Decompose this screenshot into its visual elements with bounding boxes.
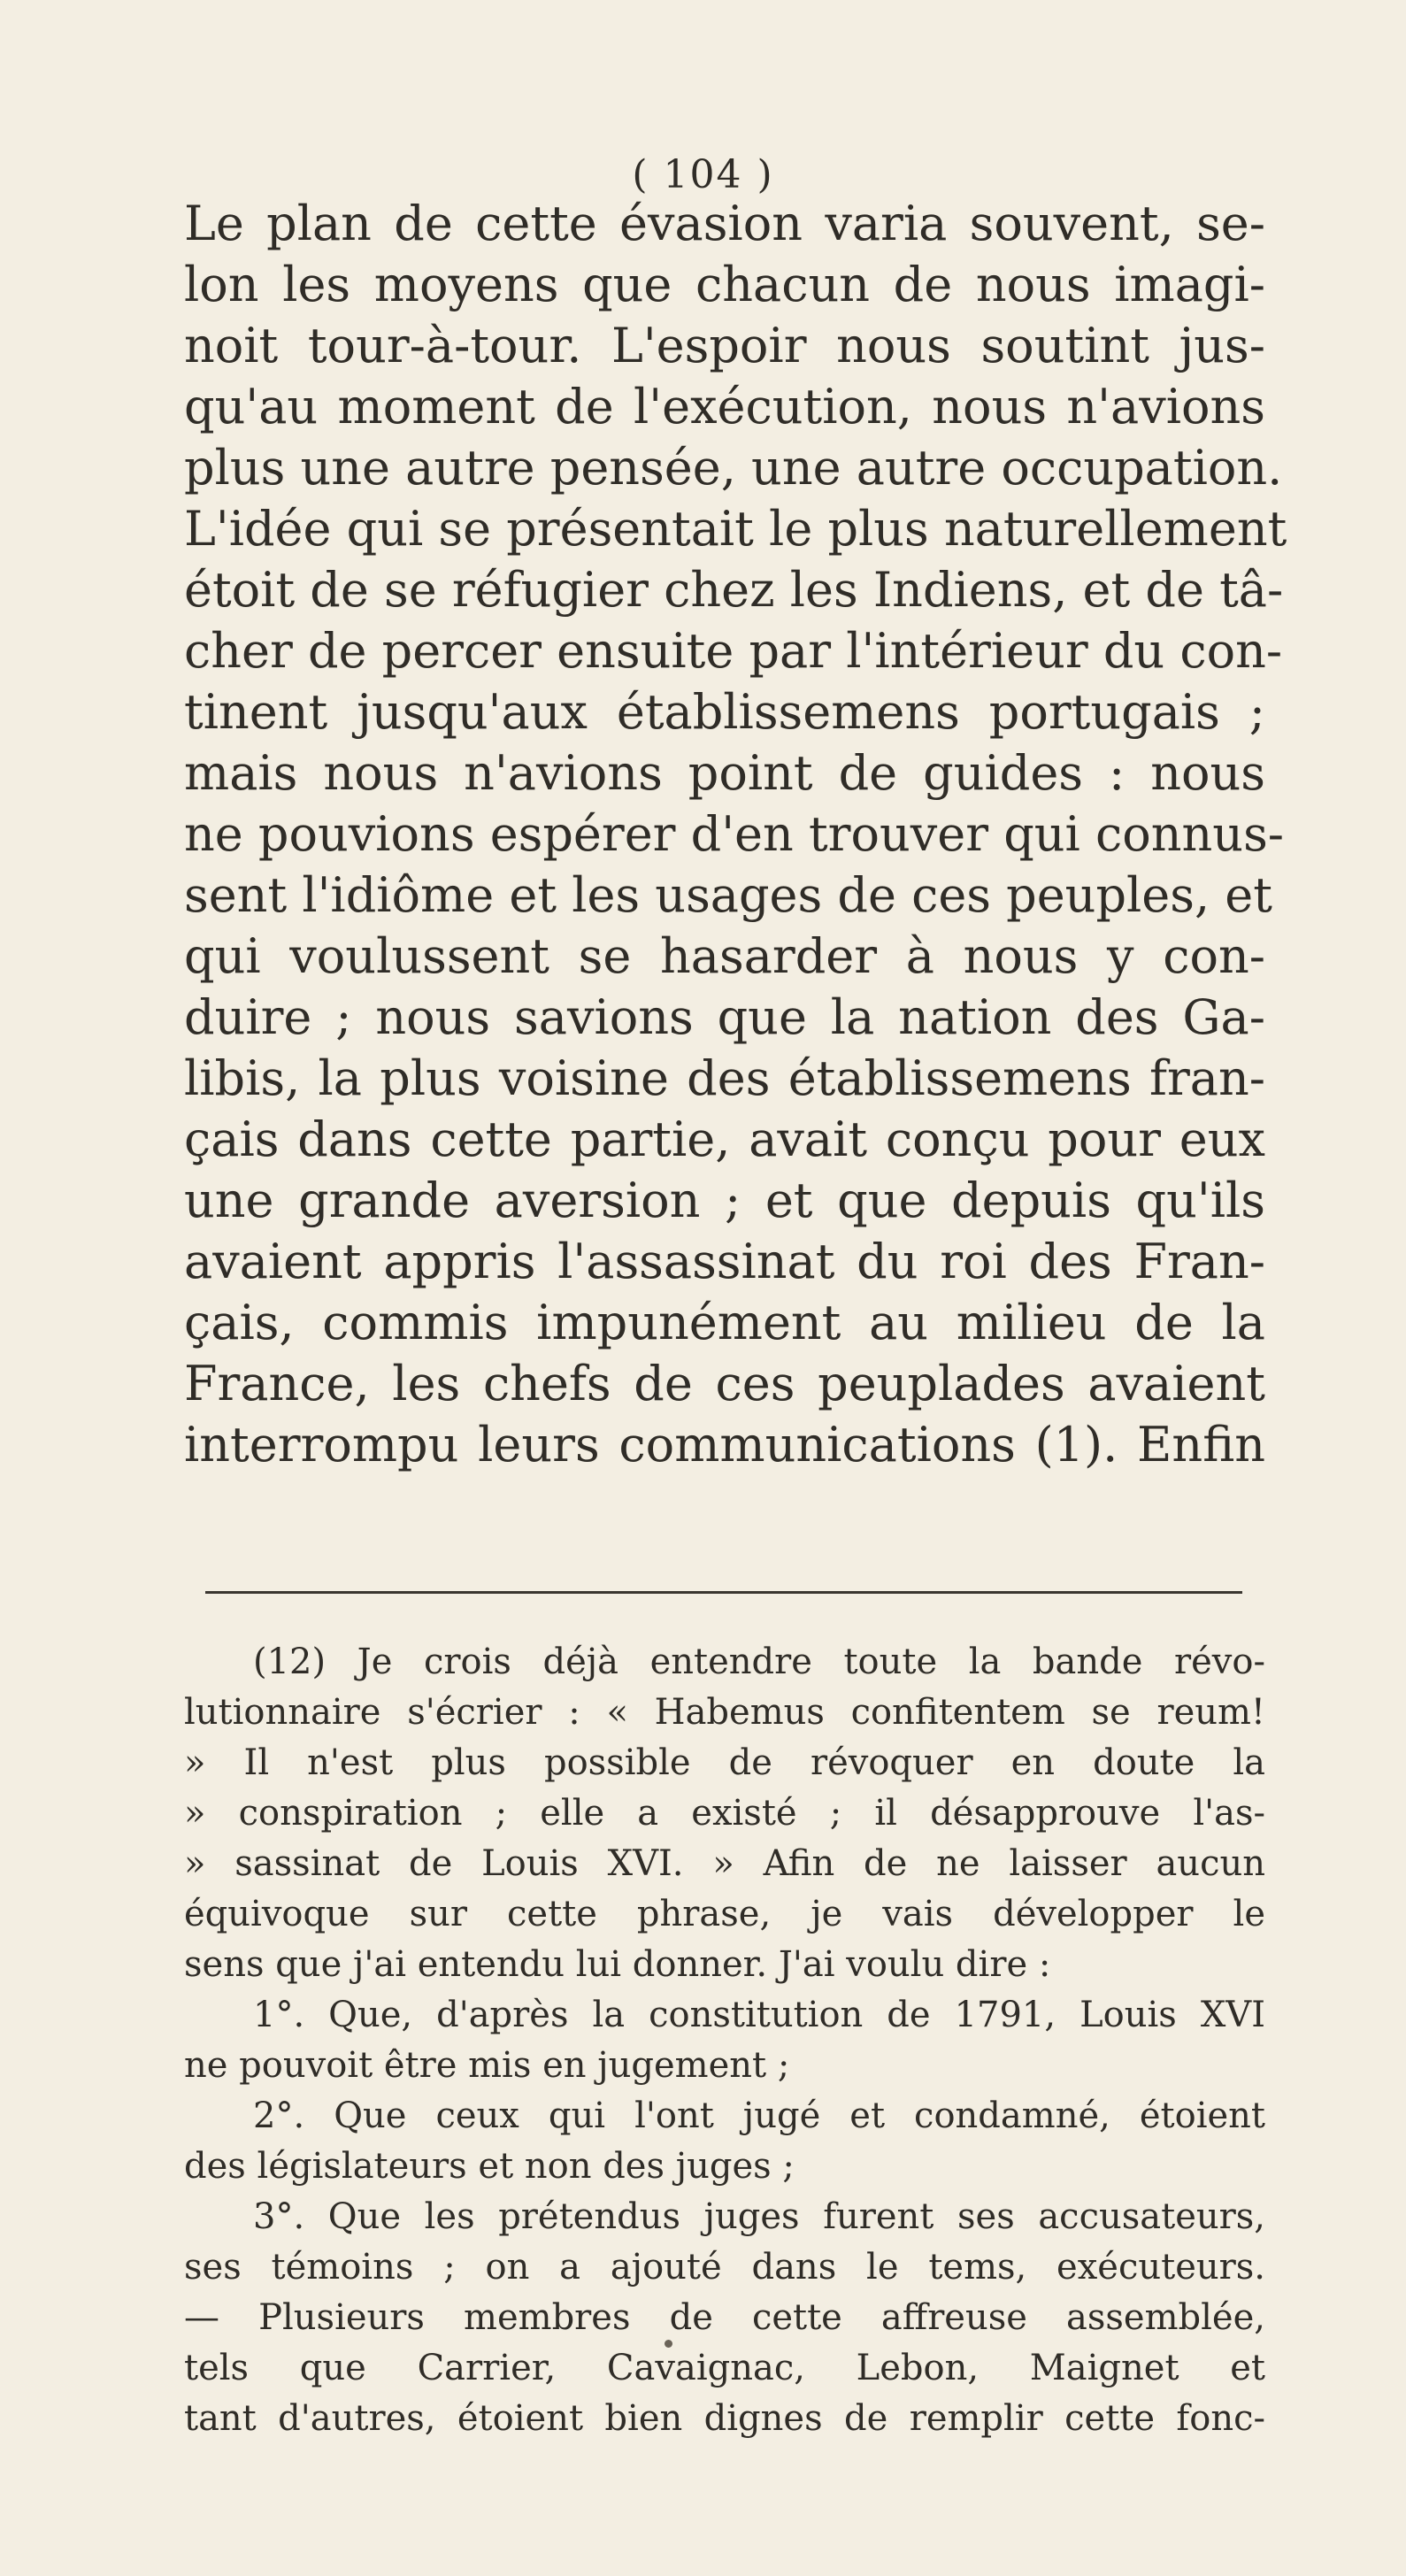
footnote-line: (12) Je crois déjà entendre toute la bande révo- bbox=[253, 1642, 1265, 1682]
body-line: sent l'idiôme et les usages de ces peuples, et bbox=[184, 867, 1272, 923]
footnote-line: — Plusieurs membres de cette affreuse assemblée, bbox=[184, 2297, 1265, 2338]
body-line: Le plan de cette évasion varia souvent, se- bbox=[184, 196, 1265, 251]
body-line: une grande aversion ; et que depuis qu'ils bbox=[184, 1173, 1265, 1228]
body-line: çais, commis impunément au milieu de la bbox=[184, 1295, 1265, 1350]
footnote-line: lutionnaire s'écrier : « Habemus confitentem se reum! bbox=[184, 1692, 1265, 1733]
footnote bbox=[184, 1637, 1265, 2444]
footnote-divider bbox=[205, 1591, 1242, 1594]
printer-dot bbox=[665, 2340, 672, 2348]
main-text bbox=[184, 193, 1287, 1475]
footnote-line: » conspiration ; elle a existé ; il désapprouve l'as- bbox=[184, 1793, 1265, 1834]
footnote-line: tant d'autres, étoient bien dignes de remplir cette fonc- bbox=[184, 2398, 1265, 2439]
footnote-line: équivoque sur cette phrase, je vais développer le bbox=[184, 1894, 1265, 1934]
body-line: France, les chefs de ces peuplades avaient bbox=[184, 1356, 1265, 1411]
body-line: noit tour-à-tour. L'espoir nous soutint jus- bbox=[184, 318, 1265, 373]
body-line: duire ; nous savions que la nation des Ga- bbox=[184, 989, 1265, 1045]
body-line: libis, la plus voisine des établissemens fran- bbox=[184, 1050, 1265, 1106]
footnote-line: ne pouvoit être mis en jugement ; bbox=[184, 2045, 790, 2086]
body-line: ne pouvions espérer d'en trouver qui connus- bbox=[184, 806, 1285, 862]
footnote-line: tels que Carrier, Cavaignac, Lebon, Maignet et bbox=[184, 2348, 1265, 2388]
footnote-line: sens que j'ai entendu lui donner. J'ai voulu dire : bbox=[184, 1944, 1051, 1985]
body-line: cher de percer ensuite par l'intérieur du con- bbox=[184, 623, 1283, 679]
body-line: interrompu leurs communications (1). Enfin bbox=[184, 1417, 1265, 1473]
body-line: avaient appris l'assassinat du roi des Fran- bbox=[184, 1234, 1265, 1289]
body-line: plus une autre pensée, une autre occupation. bbox=[184, 440, 1283, 496]
footnote-line: des législateurs et non des juges ; bbox=[184, 2146, 795, 2187]
body-line: L'idée qui se présentait le plus naturellement bbox=[184, 501, 1287, 557]
footnote-line: » sassinat de Louis XVI. » Afin de ne laisser aucun bbox=[184, 1843, 1265, 1884]
body-line: qu'au moment de l'exécution, nous n'avions bbox=[184, 379, 1265, 434]
footnote-line: 1°. Que, d'après la constitution de 1791, Louis XVI bbox=[253, 1995, 1265, 2035]
body-line: qui voulussent se hasarder à nous y con- bbox=[184, 928, 1265, 984]
footnote-line: 3°. Que les prétendus juges furent ses accusateurs, bbox=[253, 2196, 1265, 2237]
footnote-line: ses témoins ; on a ajouté dans le tems, exécuteurs. bbox=[184, 2247, 1265, 2288]
body-line: tinent jusqu'aux établissemens portugais ; bbox=[184, 684, 1265, 740]
body-line: mais nous n'avions point de guides : nous bbox=[184, 745, 1265, 801]
footnote-line: » Il n'est plus possible de révoquer en doute la bbox=[184, 1742, 1265, 1783]
page-number: ( 104 ) bbox=[632, 152, 774, 197]
body-line: lon les moyens que chacun de nous imagi- bbox=[184, 257, 1265, 312]
footnote-line: 2°. Que ceux qui l'ont jugé et condamné, étoient bbox=[253, 2095, 1265, 2136]
body-line: étoit de se réfugier chez les Indiens, et de tâ- bbox=[184, 562, 1284, 618]
body-line: çais dans cette partie, avait conçu pour eux bbox=[184, 1111, 1265, 1167]
